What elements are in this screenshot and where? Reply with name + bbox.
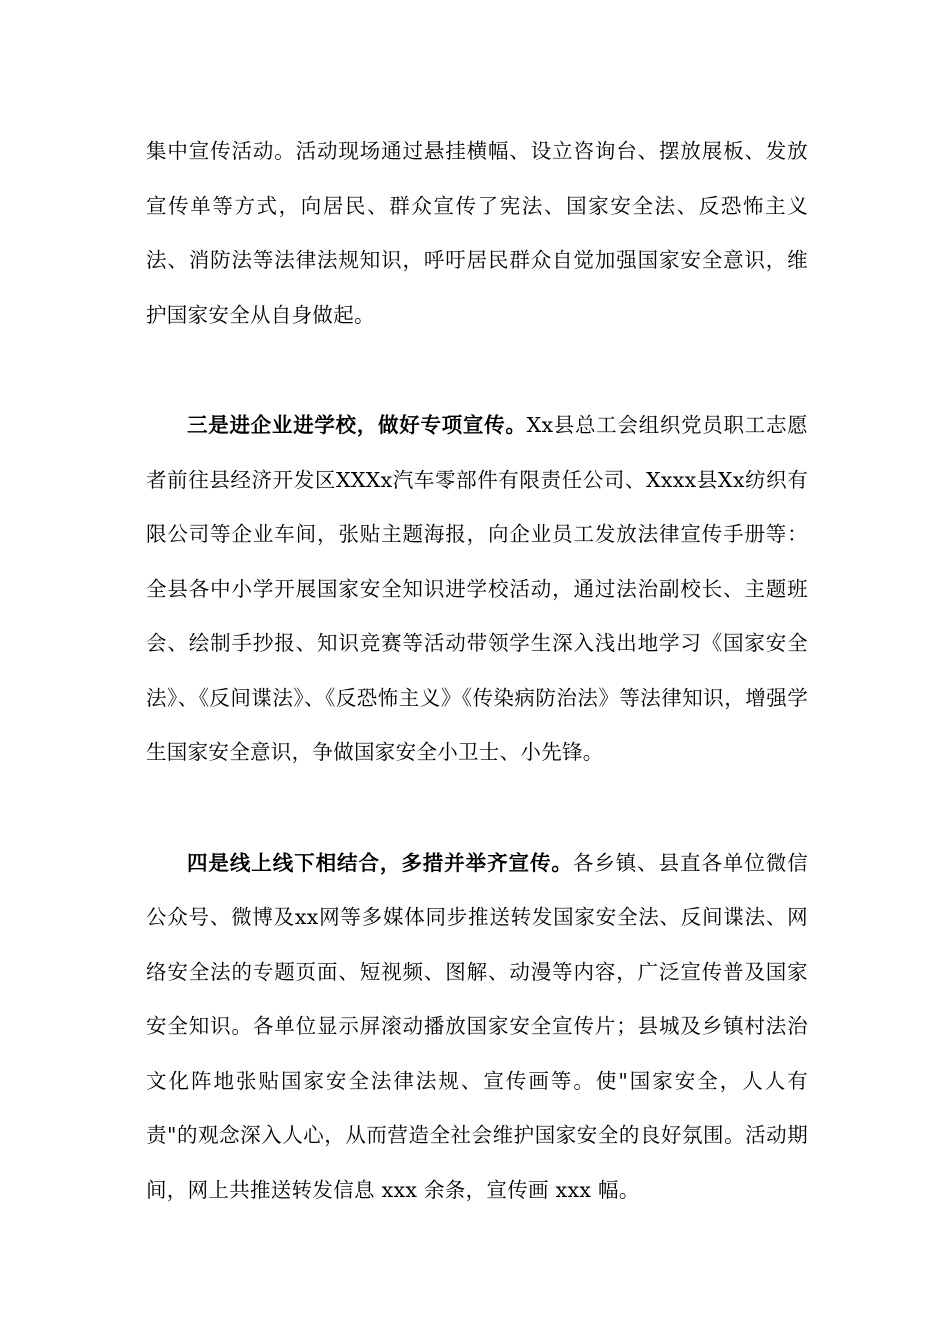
document-page [146, 124, 808, 1217]
paragraph-gap [146, 342, 808, 398]
paragraph-heading: 三是进企业进学校，做好专项宣传。 [187, 413, 527, 437]
paragraph-gap [146, 780, 808, 836]
paragraph-body: 集中宣传活动。活动现场通过悬挂横幅、设立咨询台、摆放展板、发放宣传单等方式，向居民、群众宣传了宪法、国家安全法、反恐怖主义法、消防法等法律法规知识，呼吁居民群众自觉加强国家安全意识，维护国家安全从自身做起。 [146, 139, 808, 327]
paragraph-enterprise-school [146, 398, 808, 780]
paragraph-body: Xx县总工会组织党员职工志愿者前往县经济开发区XXXx汽车零部件有限责任公司、Xxxx县Xx纺织有限公司等企业车间，张贴主题海报，向企业员工发放法律宣传手册等：全县各中小学开展国家安全知识进学校活动，通过法治副校长、主题班会、绘制手抄报、知识竞赛等活动带领学生深入浅出地学习《国家安全法》、《反间谍法》、《反恐怖主义》《传染病防治法》等法律知识，增强学生国家安全意识，争做国家安全小卫士、小先锋。 [146, 413, 808, 764]
paragraph-body: 各乡镇、县直各单位微信公众号、微博及xx网等多媒体同步推送转发国家安全法、反间谍法、网络安全法的专题页面、短视频、图解、动漫等内容，广泛宣传普及国家安全知识。各单位显示屏滚动播放国家安全宣传片；县城及乡镇村法治文化阵地张贴国家安全法律法规、宣传画等。使"国家安全，人人有责"的观念深入人心，从而营造全社会维护国家安全的良好氛围。活动期间，网上共推送转发信息 xxx 余条，宣传画 xxx 幅。 [146, 850, 808, 1202]
paragraph-heading: 四是线上线下相结合，多措并举齐宣传。 [187, 850, 573, 875]
paragraph-online-offline [146, 836, 808, 1218]
paragraph-continuation [146, 124, 808, 342]
